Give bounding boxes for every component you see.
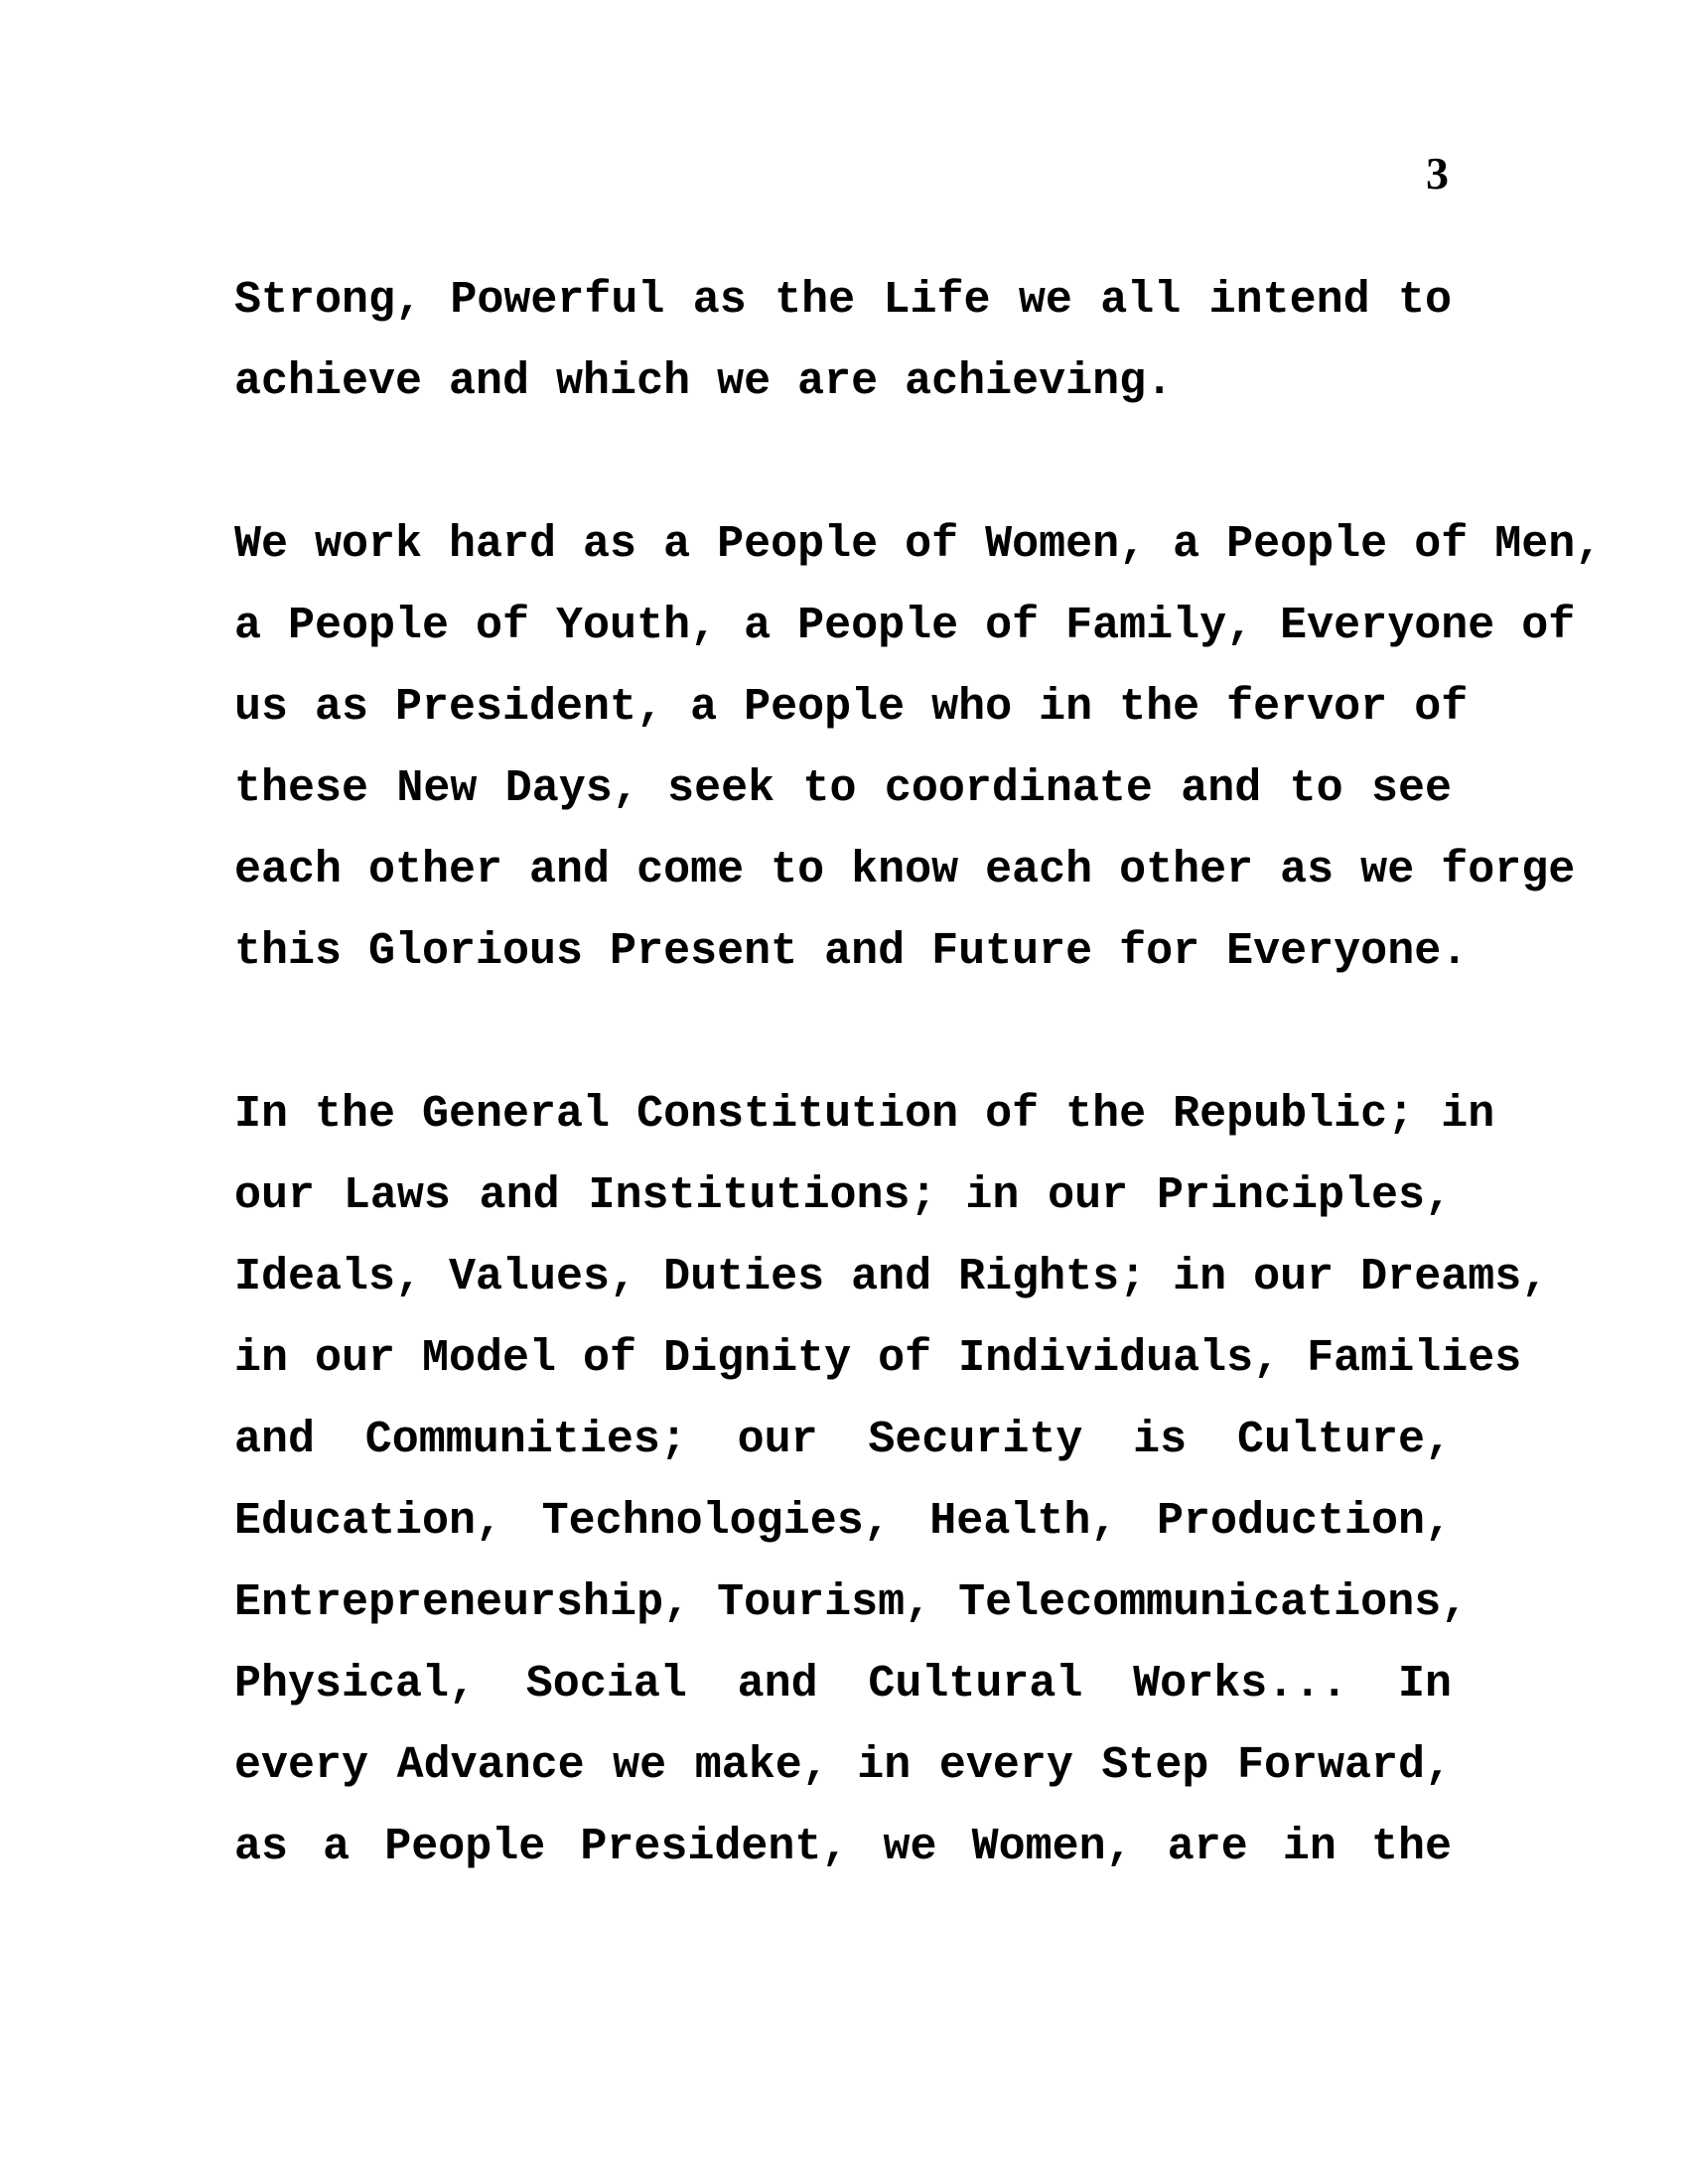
text-line: these New Days, seek to coordinate and to see xyxy=(234,763,1452,814)
text-line: Ideals, Values, Duties and Rights; in our Dreams, xyxy=(234,1252,1549,1302)
text-line: us as President, a People who in the fervor of xyxy=(234,682,1469,733)
text-line: this Glorious Present and Future for Everyone. xyxy=(234,926,1469,977)
text-line: every Advance we make, in every Step Forward, xyxy=(234,1740,1452,1791)
text-line: in our Model of Dignity of Individuals, Families xyxy=(234,1333,1522,1384)
text-line: achieve and which we are achieving. xyxy=(234,356,1174,407)
text-line: Physical, Social and Cultural Works... In xyxy=(234,1659,1452,1709)
text-line: Strong, Powerful as the Life we all intend to xyxy=(234,275,1452,326)
page-number: 3 xyxy=(1426,148,1449,199)
text-line: Entrepreneurship, Tourism, Telecommunications, xyxy=(234,1577,1469,1628)
text-line: and Communities; our Security is Culture, xyxy=(234,1415,1452,1465)
text-line: each other and come to know each other as we forge xyxy=(234,845,1576,895)
text-line: as a People President, we Women, are in the xyxy=(234,1822,1452,1872)
text-line: We work hard as a People of Women, a People of Men, xyxy=(234,519,1603,570)
text-line: our Laws and Institutions; in our Principles, xyxy=(234,1170,1452,1221)
text-line: Education, Technologies, Health, Production, xyxy=(234,1496,1452,1547)
text-line: a People of Youth, a People of Family, Everyone of xyxy=(234,601,1576,651)
text-line: In the General Constitution of the Republic; in xyxy=(234,1089,1495,1140)
